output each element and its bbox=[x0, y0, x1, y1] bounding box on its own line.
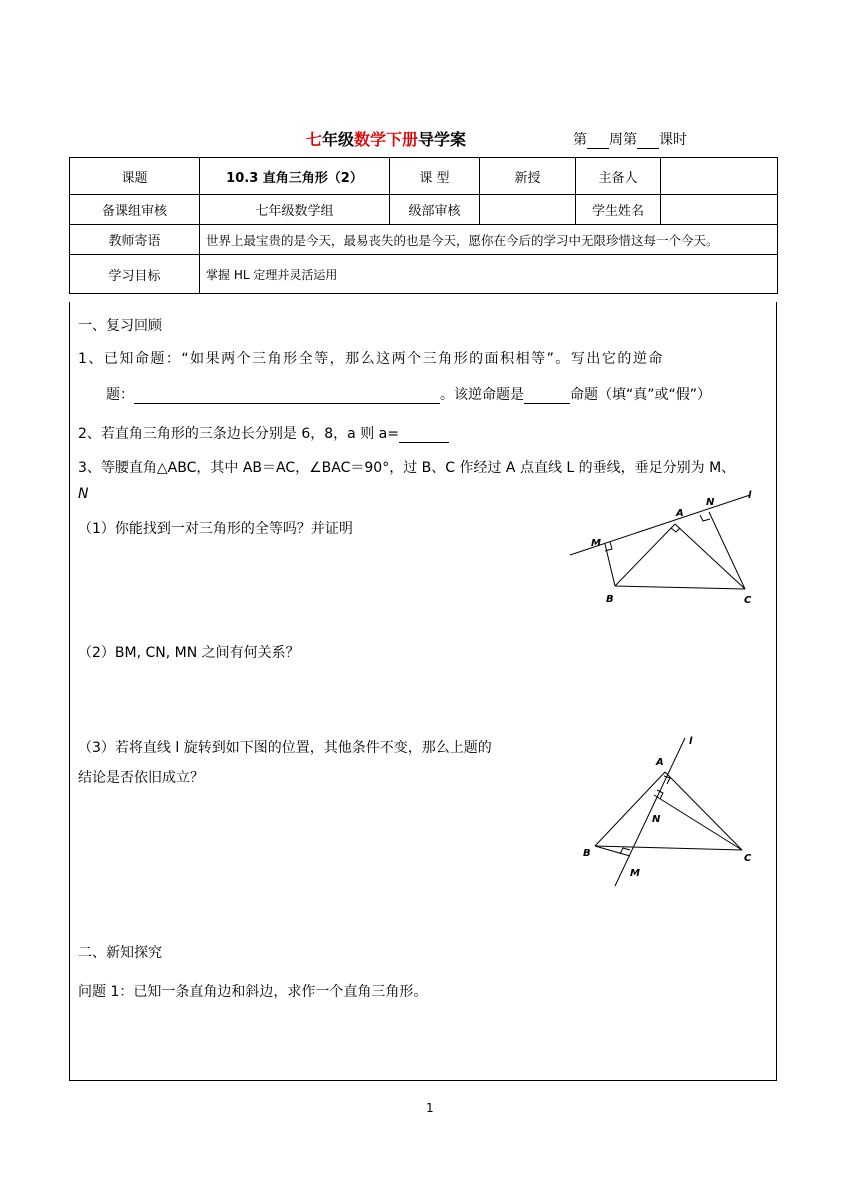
question-1-line-2 bbox=[106, 384, 711, 404]
review-label: 备课组审核 bbox=[70, 195, 200, 225]
type-value: 新授 bbox=[480, 158, 576, 195]
line-l bbox=[615, 738, 685, 886]
lead-label: 主备人 bbox=[576, 158, 661, 195]
segment-bc bbox=[595, 846, 742, 850]
lead-value[interactable] bbox=[661, 158, 778, 195]
lesson-suffix: 课时 bbox=[659, 132, 687, 148]
q1-prefix: 题： bbox=[106, 387, 134, 403]
segment-cn bbox=[709, 512, 745, 589]
fig1-label-b: B bbox=[606, 594, 614, 605]
segment-bm bbox=[595, 846, 630, 856]
fig1-label-m: M bbox=[591, 538, 601, 549]
figure-1-diagram bbox=[560, 485, 770, 610]
fig2-label-l: l bbox=[689, 736, 693, 747]
content-box bbox=[69, 302, 777, 1081]
title-part-grade: 年级 bbox=[322, 130, 355, 149]
converse-answer-blank[interactable] bbox=[134, 389, 440, 404]
page-number: 1 bbox=[426, 1101, 434, 1115]
figure-2-diagram bbox=[570, 730, 770, 890]
review-value: 七年级数学组 bbox=[200, 195, 390, 225]
title-part-grade-number: 七 bbox=[306, 130, 323, 149]
section-review-heading: 一、复习回顾 bbox=[78, 318, 162, 334]
a-answer-blank[interactable] bbox=[399, 428, 449, 443]
fig2-label-m: M bbox=[630, 868, 640, 879]
topic-value: 10.3 直角三角形（2） bbox=[200, 158, 390, 195]
student-label: 学生姓名 bbox=[576, 195, 661, 225]
fig2-label-n: N bbox=[652, 814, 661, 825]
lesson-prefix: 第 bbox=[573, 132, 587, 148]
fig2-label-c: C bbox=[744, 853, 752, 864]
question-3-line-2: N bbox=[78, 486, 89, 502]
question-1-line-1: 1、已知命题：“如果两个三角形全等，那么这两个三角形的面积相等”。写出它的逆命 bbox=[78, 351, 664, 367]
segment-ab bbox=[595, 772, 665, 846]
question-3-part-3-line-1: （3）若将直线 l 旋转到如下图的位置，其他条件不变，那么上题的 bbox=[78, 740, 492, 756]
problem-1: 问题 1：已知一条直角边和斜边，求作一个直角三角形。 bbox=[78, 984, 428, 1000]
student-value[interactable] bbox=[661, 195, 778, 225]
q2-text: 2、若直角三角形的三条边长分别是 6，8，a 则 a= bbox=[78, 426, 399, 442]
period-blank[interactable] bbox=[637, 135, 659, 149]
fig1-label-n: N bbox=[706, 497, 715, 508]
info-table bbox=[69, 157, 778, 294]
grade-review-label: 级部审核 bbox=[390, 195, 480, 225]
section-explore-heading: 二、新知探究 bbox=[78, 945, 162, 961]
message-value: 世界上最宝贵的是今天，最易丧失的也是今天，愿你在今后的学习中无限珍惜这每一个今天。 bbox=[200, 225, 778, 255]
fig2-label-a: A bbox=[656, 757, 664, 768]
message-label: 教师寄语 bbox=[70, 225, 200, 255]
segment-ac bbox=[675, 524, 745, 589]
segment-cn bbox=[654, 795, 742, 850]
lesson-mid: 周第 bbox=[609, 132, 637, 148]
question-3-part-1: （1）你能找到一对三角形的全等吗？并证明 bbox=[78, 521, 353, 537]
fig1-label-c: C bbox=[744, 595, 752, 606]
title-part-doc: 导学案 bbox=[418, 130, 467, 149]
week-blank[interactable] bbox=[587, 135, 609, 149]
question-3-line-1: 3、等腰直角△ABC，其中 AB＝AC，∠BAC＝90°，过 B、C 作经过 A 点直线 L 的垂线，垂足分别为 M、 bbox=[78, 460, 736, 476]
lesson-week-field bbox=[573, 129, 687, 149]
title-part-subject: 数学下册 bbox=[354, 130, 419, 149]
page-title bbox=[306, 127, 466, 150]
question-2 bbox=[78, 423, 449, 443]
question-3-part-3-line-2: 结论是否依旧成立？ bbox=[78, 770, 204, 786]
goal-value: 掌握 HL 定理并灵活运用 bbox=[200, 255, 778, 294]
fig2-label-b: B bbox=[583, 848, 591, 859]
q1-mid: 。该逆命题是 bbox=[440, 387, 524, 403]
goal-label: 学习目标 bbox=[70, 255, 200, 294]
right-angle-a bbox=[671, 528, 680, 532]
segment-ab bbox=[615, 524, 675, 586]
fig1-label-a: A bbox=[676, 508, 684, 519]
grade-review-value[interactable] bbox=[480, 195, 576, 225]
right-angle-n bbox=[700, 515, 710, 521]
segment-ac bbox=[665, 772, 742, 850]
type-label: 课 型 bbox=[390, 158, 480, 195]
q1-suffix: 命题（填“真”或“假”） bbox=[570, 387, 712, 403]
truth-answer-blank[interactable] bbox=[524, 389, 570, 404]
topic-label: 课题 bbox=[70, 158, 200, 195]
fig1-label-l: l bbox=[748, 490, 752, 501]
segment-bc bbox=[615, 586, 745, 589]
question-3-part-2: （2）BM, CN, MN 之间有何关系？ bbox=[78, 645, 300, 661]
